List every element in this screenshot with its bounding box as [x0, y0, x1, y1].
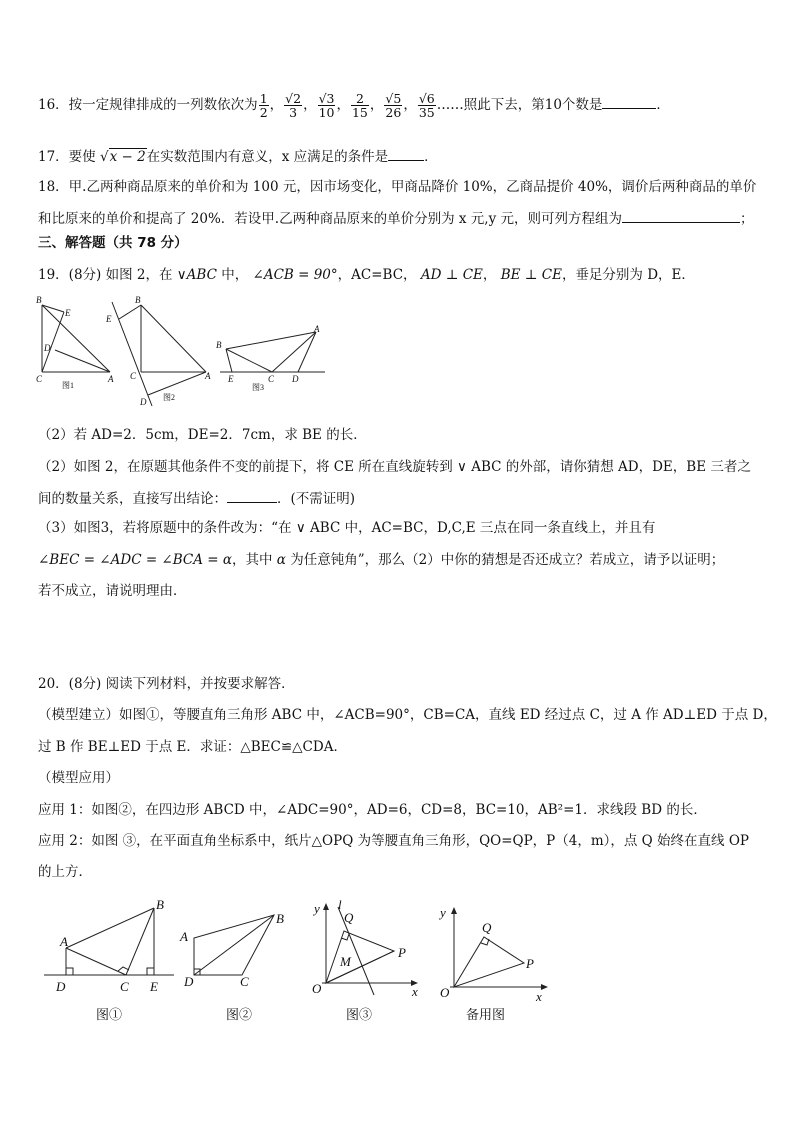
- sequence-term-3: $\frac{√3}{10}$: [318, 91, 335, 120]
- q16-text-b: ……照此下去，第10个数是: [436, 97, 603, 113]
- question-20-apply-2-line-1: 应用 2：如图 ③，在平面直角坐标系中，纸片△OPQ 为等腰直角三角形，QO=QP，P（4，m），点 Q 始终在直线 OP: [38, 833, 749, 849]
- fig2-seg-ad: [148, 372, 206, 395]
- fig-d-label-q: Q: [482, 920, 492, 935]
- fig-a-right-angle-d: [66, 968, 73, 975]
- fig-d-label-o: O: [440, 985, 450, 1000]
- fig3-seg-be: [226, 349, 232, 372]
- fig2-caption: 图2: [163, 393, 175, 402]
- fig3-side-bc: [226, 349, 272, 372]
- q16-text-a: 16．按一定规律排成的一列数依次为: [38, 97, 258, 113]
- sequence-term-2: $\frac{√2}{3}$: [285, 91, 302, 120]
- question-17: 17．要使 √x − 2在实数范围内有意义，x 应满足的条件是 ．: [38, 146, 438, 166]
- fig-d-y-arrow: [451, 907, 457, 914]
- fig1-label-a: A: [108, 374, 114, 384]
- fig2-label-a: A: [205, 371, 211, 381]
- fig3-seg-ad: [298, 332, 316, 372]
- fig-a-label-c: C: [120, 979, 129, 994]
- fig-d-label-p: P: [526, 956, 534, 971]
- q19-figures: [30, 292, 340, 410]
- fig-c-label-m: M: [340, 954, 351, 969]
- fig1-seg-ad: [55, 350, 110, 372]
- fig3-label-b: B: [216, 340, 222, 350]
- question-19-part-2-line-1: （2）如图 2，在原题其他条件不变的前提下，将 CE 所在直线旋转到 ∨ ABC 的外部，请你猜想 AD，DE，BE 三者之: [38, 459, 751, 475]
- fig-a-right-angle-c: [118, 967, 129, 971]
- question-20-model-line-1: （模型建立）如图①，等腰直角三角形 ABC 中，∠ACB=90°，CB=CA，直线 ED 经过点 C，过 A 作 AD⊥ED 于点 D，: [38, 707, 777, 723]
- fig2-line-ce: [112, 302, 152, 406]
- question-19-part-2-line-2: 间的数量关系，直接写出结论： ．(不需证明): [38, 488, 355, 508]
- fig3-label-a: A: [314, 324, 320, 334]
- fig-d-label-x: x: [536, 989, 542, 1004]
- question-19-part-1: （2）若 AD=2．5cm，DE=2．7cm，求 BE 的长．: [38, 427, 367, 443]
- fig-b-label-c: C: [240, 974, 249, 989]
- fig3-side-ca: [272, 332, 316, 372]
- fig-c-y-arrow: [323, 903, 329, 910]
- fig-a-label-d: D: [56, 979, 66, 994]
- fig2-label-b: B: [135, 295, 141, 305]
- question-18-line-1: 18．甲.乙两种商品原来的单价和为 100 元，因市场变化，甲商品降价 10%，乙商品提价 40%，调价后两种商品的单价: [38, 179, 757, 195]
- fig-c-triangle-opq: [326, 931, 394, 983]
- fig1-side-ab: [42, 305, 110, 372]
- answer-blank-17[interactable]: [388, 146, 424, 161]
- q20-figures: [36, 893, 556, 1025]
- fig-c-seg-op: [326, 951, 394, 983]
- fig1-caption: 图1: [62, 381, 74, 390]
- section-heading: 三、解答题（共 78 分）: [38, 235, 188, 251]
- fig-d-label-y: y: [440, 905, 446, 920]
- fig3-label-c: C: [268, 374, 275, 384]
- fig2-label-d: D: [140, 397, 147, 407]
- fig-a-right-angle-e: [147, 968, 154, 975]
- fig3-label-e: E: [228, 374, 234, 384]
- fig2-seg-be: [119, 305, 141, 319]
- question-20-apply-title: （模型应用）: [38, 770, 119, 786]
- question-19-part-3-line-2: ∠BEC = ∠ADC = ∠BCA = α，其中 α 为任意钝角”，那么（2）中你的猜想是否还成立？若成立，请予以证明；: [38, 552, 725, 568]
- fig-c-label-p: P: [398, 945, 406, 960]
- fig-d-triangle-opq: [454, 937, 524, 987]
- fig-a-side-ac: [66, 948, 126, 975]
- question-20-intro: 20．(8分) 阅读下列材料，并按要求解答．: [38, 676, 295, 692]
- fig-a-side-cb: [126, 908, 154, 975]
- fig-c-label-x: x: [412, 984, 418, 999]
- question-16: 16．按一定规律排成的一列数依次为 $\frac{1}{2}$ ， $\frac{√2}{3}$ ， $\frac{√3}{10}$ ， $\frac{2}{15}$ ， $\frac{√5}{26}$ ， $\frac{√6}{35}$ ……照此下去，第10个数是 ．: [38, 91, 670, 120]
- fig-a-caption: 图①: [96, 1007, 123, 1022]
- fig-c-caption: 图③: [346, 1007, 373, 1022]
- fig-b-label-d: D: [184, 974, 194, 989]
- fig3-label-d: D: [292, 374, 299, 384]
- fig1-label-c: C: [36, 374, 43, 384]
- fig-c-label-q: Q: [344, 910, 354, 925]
- answer-blank-16[interactable]: [602, 94, 656, 109]
- sequence-term-5: $\frac{√5}{26}$: [385, 91, 402, 120]
- fig-b-caption: 图②: [226, 1007, 253, 1022]
- fig1-label-e: E: [65, 308, 71, 318]
- fig-b-label-a: A: [180, 929, 188, 944]
- fig1-label-d: D: [44, 343, 51, 353]
- fig-a-label-b: B: [156, 897, 164, 912]
- fig-c-label-o: O: [312, 981, 322, 996]
- question-20-apply-1: 应用 1：如图②，在四边形 ABCD 中，∠ADC=90°，AD=6，CD=8，BC=10，AB²=1．求线段 BD 的长．: [38, 802, 707, 818]
- answer-blank-18[interactable]: [622, 208, 740, 223]
- fig-b-label-b: B: [276, 911, 284, 926]
- fig2-label-e: E: [106, 314, 112, 324]
- fig-d-x-arrow: [541, 984, 548, 990]
- sequence-term-1: $\frac{1}{2}$: [259, 91, 268, 120]
- fig3-side-ab: [226, 332, 316, 349]
- question-19-part-3-line-3: 若不成立，请说明理由．: [38, 583, 187, 599]
- question-19-part-3-line-1: （3）如图3，若将原题中的条件改为：“在 ∨ ABC 中，AC=BC，D,C,E 三点在同一条直线上，并且有: [38, 520, 656, 536]
- question-18-line-2: 和比原来的单价和提高了 20%．若设甲.乙两种商品原来的单价分别为 x 元,y 元，则可列方程组为 ；: [38, 208, 754, 228]
- radical-expression: x − 2: [109, 149, 146, 165]
- question-20-model-line-2: 过 B 作 BE⊥ED 于点 E．求证：△BEC≌△CDA．: [38, 739, 347, 755]
- answer-blank-19[interactable]: [227, 488, 277, 503]
- fig-c-label-l: l: [338, 897, 342, 912]
- angle-equation: ∠BEC = ∠ADC = ∠BCA = α: [38, 552, 232, 568]
- fig3-caption: 图3: [252, 383, 264, 392]
- fig-c-label-y: y: [314, 901, 320, 916]
- fig2-side-ab: [141, 305, 206, 372]
- fig1-line-ce: [42, 312, 64, 372]
- fig-a-side-ab: [66, 908, 154, 948]
- fig2-label-c: C: [130, 371, 137, 381]
- fig-a-label-e: E: [150, 979, 158, 994]
- question-19-intro: 19．(8分) 如图 2，在 ∨ABC 中， ∠ACB = 90°，AC=BC， AD ⊥ CE， BE ⊥ CE，垂足分别为 D，E．: [38, 267, 695, 283]
- question-20-apply-2-line-2: 的上方．: [38, 864, 92, 880]
- fig1-label-b: B: [36, 295, 42, 305]
- fig-d-caption: 备用图: [466, 1007, 506, 1022]
- sequence-term-6: $\frac{√6}{35}$: [418, 91, 435, 120]
- fig-b-diagonal-bd: [194, 915, 274, 975]
- fig-a-label-a: A: [60, 934, 68, 949]
- sequence-term-4: $\frac{2}{15}$: [351, 91, 368, 120]
